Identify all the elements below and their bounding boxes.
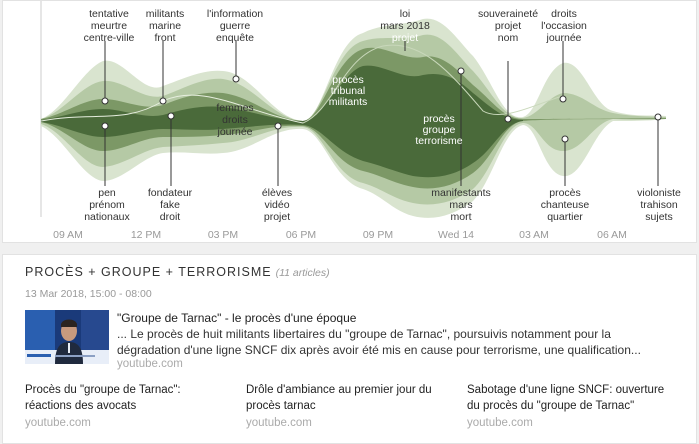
related-article-source[interactable]: youtube.com: [246, 417, 312, 429]
topic-label: militants marine front: [145, 8, 185, 44]
article-count: (11 articles): [275, 267, 330, 279]
title-line: Procès du "groupe de Tarnac":: [25, 384, 181, 396]
related-article-title[interactable]: [25, 382, 230, 414]
time-tick: 03 PM: [207, 229, 239, 241]
related-article[interactable]: [246, 382, 451, 431]
title-line: procès tarnac: [246, 400, 316, 412]
streamgraph[interactable]: [3, 1, 698, 244]
topic-label: manifestants mars mort: [431, 187, 491, 223]
time-tick: 03 AM: [519, 229, 549, 241]
topic-label: procès chanteuse quartier: [540, 187, 590, 223]
related-article[interactable]: [467, 382, 672, 431]
cluster-title[interactable]: PROCÈS + GROUPE + TERRORISME: [25, 265, 272, 279]
time-tick: 06 PM: [285, 229, 317, 241]
topic-label: droits l'occasion journée: [541, 8, 587, 44]
topic-labels-above: [84, 8, 587, 44]
related-article-source[interactable]: youtube.com: [467, 417, 533, 429]
title-line: du procès du "groupe de Tarnac": [467, 400, 635, 412]
timeline-panel: [2, 0, 697, 243]
topic-label: loi mars 2018 projet: [380, 8, 430, 44]
video-thumbnail-icon[interactable]: [25, 310, 109, 364]
time-tick: 09 PM: [362, 229, 394, 241]
main-article-title[interactable]: "Groupe de Tarnac" - le procès d'une époque: [117, 311, 357, 325]
time-tick: 09 AM: [53, 229, 83, 241]
snippet-line: ... Le procès de huit militants libertaires du "groupe de Tarnac", poursuivis notamment pour la: [117, 327, 611, 341]
title-line: Drôle d'ambiance au premier jour du: [246, 384, 432, 396]
topic-label: élèves vidéo projet: [261, 187, 293, 223]
title-line: Sabotage d'une ligne SNCF: ouverture: [467, 384, 665, 396]
topic-label: fondateur fake droit: [147, 187, 193, 223]
cluster-panel: [2, 254, 697, 444]
related-article-title[interactable]: [467, 382, 672, 414]
topic-label: femmes droits journée: [216, 102, 254, 138]
topic-label: procès groupe terrorisme: [415, 113, 463, 147]
related-article-title[interactable]: [246, 382, 451, 414]
topic-label: pen prénom nationaux: [84, 187, 130, 223]
main-article-source[interactable]: youtube.com: [117, 358, 183, 370]
time-tick: Wed 14: [438, 229, 474, 241]
topic-label: l'information guerre enquête: [206, 8, 264, 44]
time-tick: 06 AM: [597, 229, 627, 241]
topic-label: souveraineté projet nom: [477, 8, 539, 44]
related-article[interactable]: [25, 382, 230, 431]
topic-label: tentative meurtre centre-ville: [83, 8, 135, 44]
main-article-snippet: [117, 326, 682, 358]
topic-label: procès tribunal militants: [328, 74, 368, 108]
related-article-source[interactable]: youtube.com: [25, 417, 91, 429]
time-axis: [53, 229, 627, 241]
topic-label: violoniste trahison sujets: [637, 187, 681, 223]
title-line: réactions des avocats: [25, 400, 137, 412]
time-tick: 12 PM: [130, 229, 162, 241]
cluster-date-range: 13 Mar 2018, 15:00 - 08:00: [25, 288, 152, 300]
cluster-header: [25, 265, 330, 279]
snippet-line: dégradation d'une ligne SNCF dix après avoir été mis en cause pour terrorisme, une qualification...: [117, 343, 641, 357]
